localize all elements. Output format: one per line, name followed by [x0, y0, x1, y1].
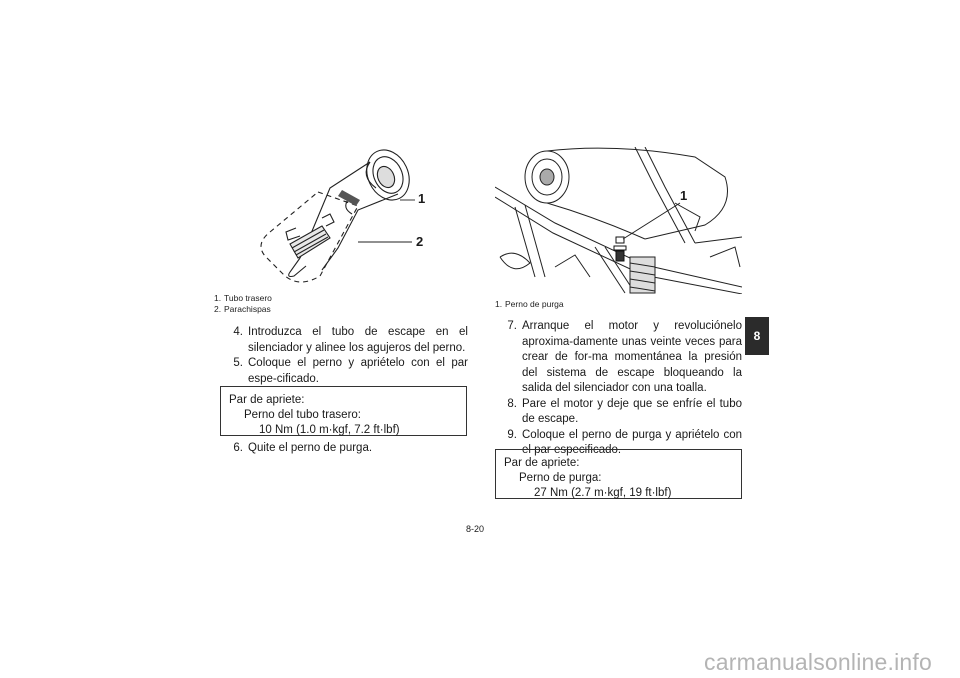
step-item: 4. Introduzca el tubo de escape en el silenciador y alinee los agujeros del perno. [233, 326, 468, 354]
caption-item: 2. Parachispas [214, 304, 271, 314]
step-item: 6. Quite el perno de purga. [233, 442, 373, 454]
spec-item: Perno del tubo trasero: [244, 409, 361, 421]
watermark: carmanualsonline.info [704, 649, 932, 675]
spec-heading: Par de apriete: [504, 457, 580, 469]
spec-heading: Par de apriete: [229, 394, 305, 406]
callout-1: 1 [418, 191, 426, 206]
tail-pipe-illustration [230, 148, 445, 293]
torque-spec-box [495, 449, 742, 499]
chapter-tab: 8 [745, 317, 769, 355]
spec-item: Perno de purga: [519, 472, 602, 484]
page-number: 8-20 [466, 524, 485, 534]
step-item: 9. Coloque el perno de purga y apriételo con el par especificado. [507, 428, 742, 456]
caption-item: 1. Tubo trasero [214, 293, 272, 303]
torque-spec-box [220, 386, 467, 436]
purge-bolt-illustration [495, 147, 742, 294]
step-6 [223, 441, 468, 457]
figure-tail-pipe [230, 148, 445, 293]
spec-value: 10 Nm (1.0 m·kgf, 7.2 ft·lbf) [259, 424, 400, 436]
figure-purge-bolt [495, 147, 742, 294]
callout-2: 2 [416, 234, 424, 249]
figure-caption-list [495, 299, 564, 310]
figure-caption-list [214, 293, 272, 315]
spec-value: 27 Nm (2.7 m·kgf, 19 ft·lbf) [534, 487, 672, 499]
step-item: 7. Arranque el motor y revoluciónelo aproxima-damente unas veinte veces para crear de for-ma momentánea la presión del sistema de escape bloqueando la salida del silenciador con una toalla. [507, 320, 742, 394]
callout-1: 1 [680, 188, 688, 203]
step-item: 5. Coloque el perno y apriételo con el par espe-cificado. [233, 357, 468, 385]
steps-left [223, 325, 468, 387]
caption-item: 1. Perno de purga [495, 299, 564, 309]
steps-right [497, 319, 742, 459]
step-item: 8. Pare el motor y deje que se enfríe el tubo de escape. [507, 397, 742, 425]
